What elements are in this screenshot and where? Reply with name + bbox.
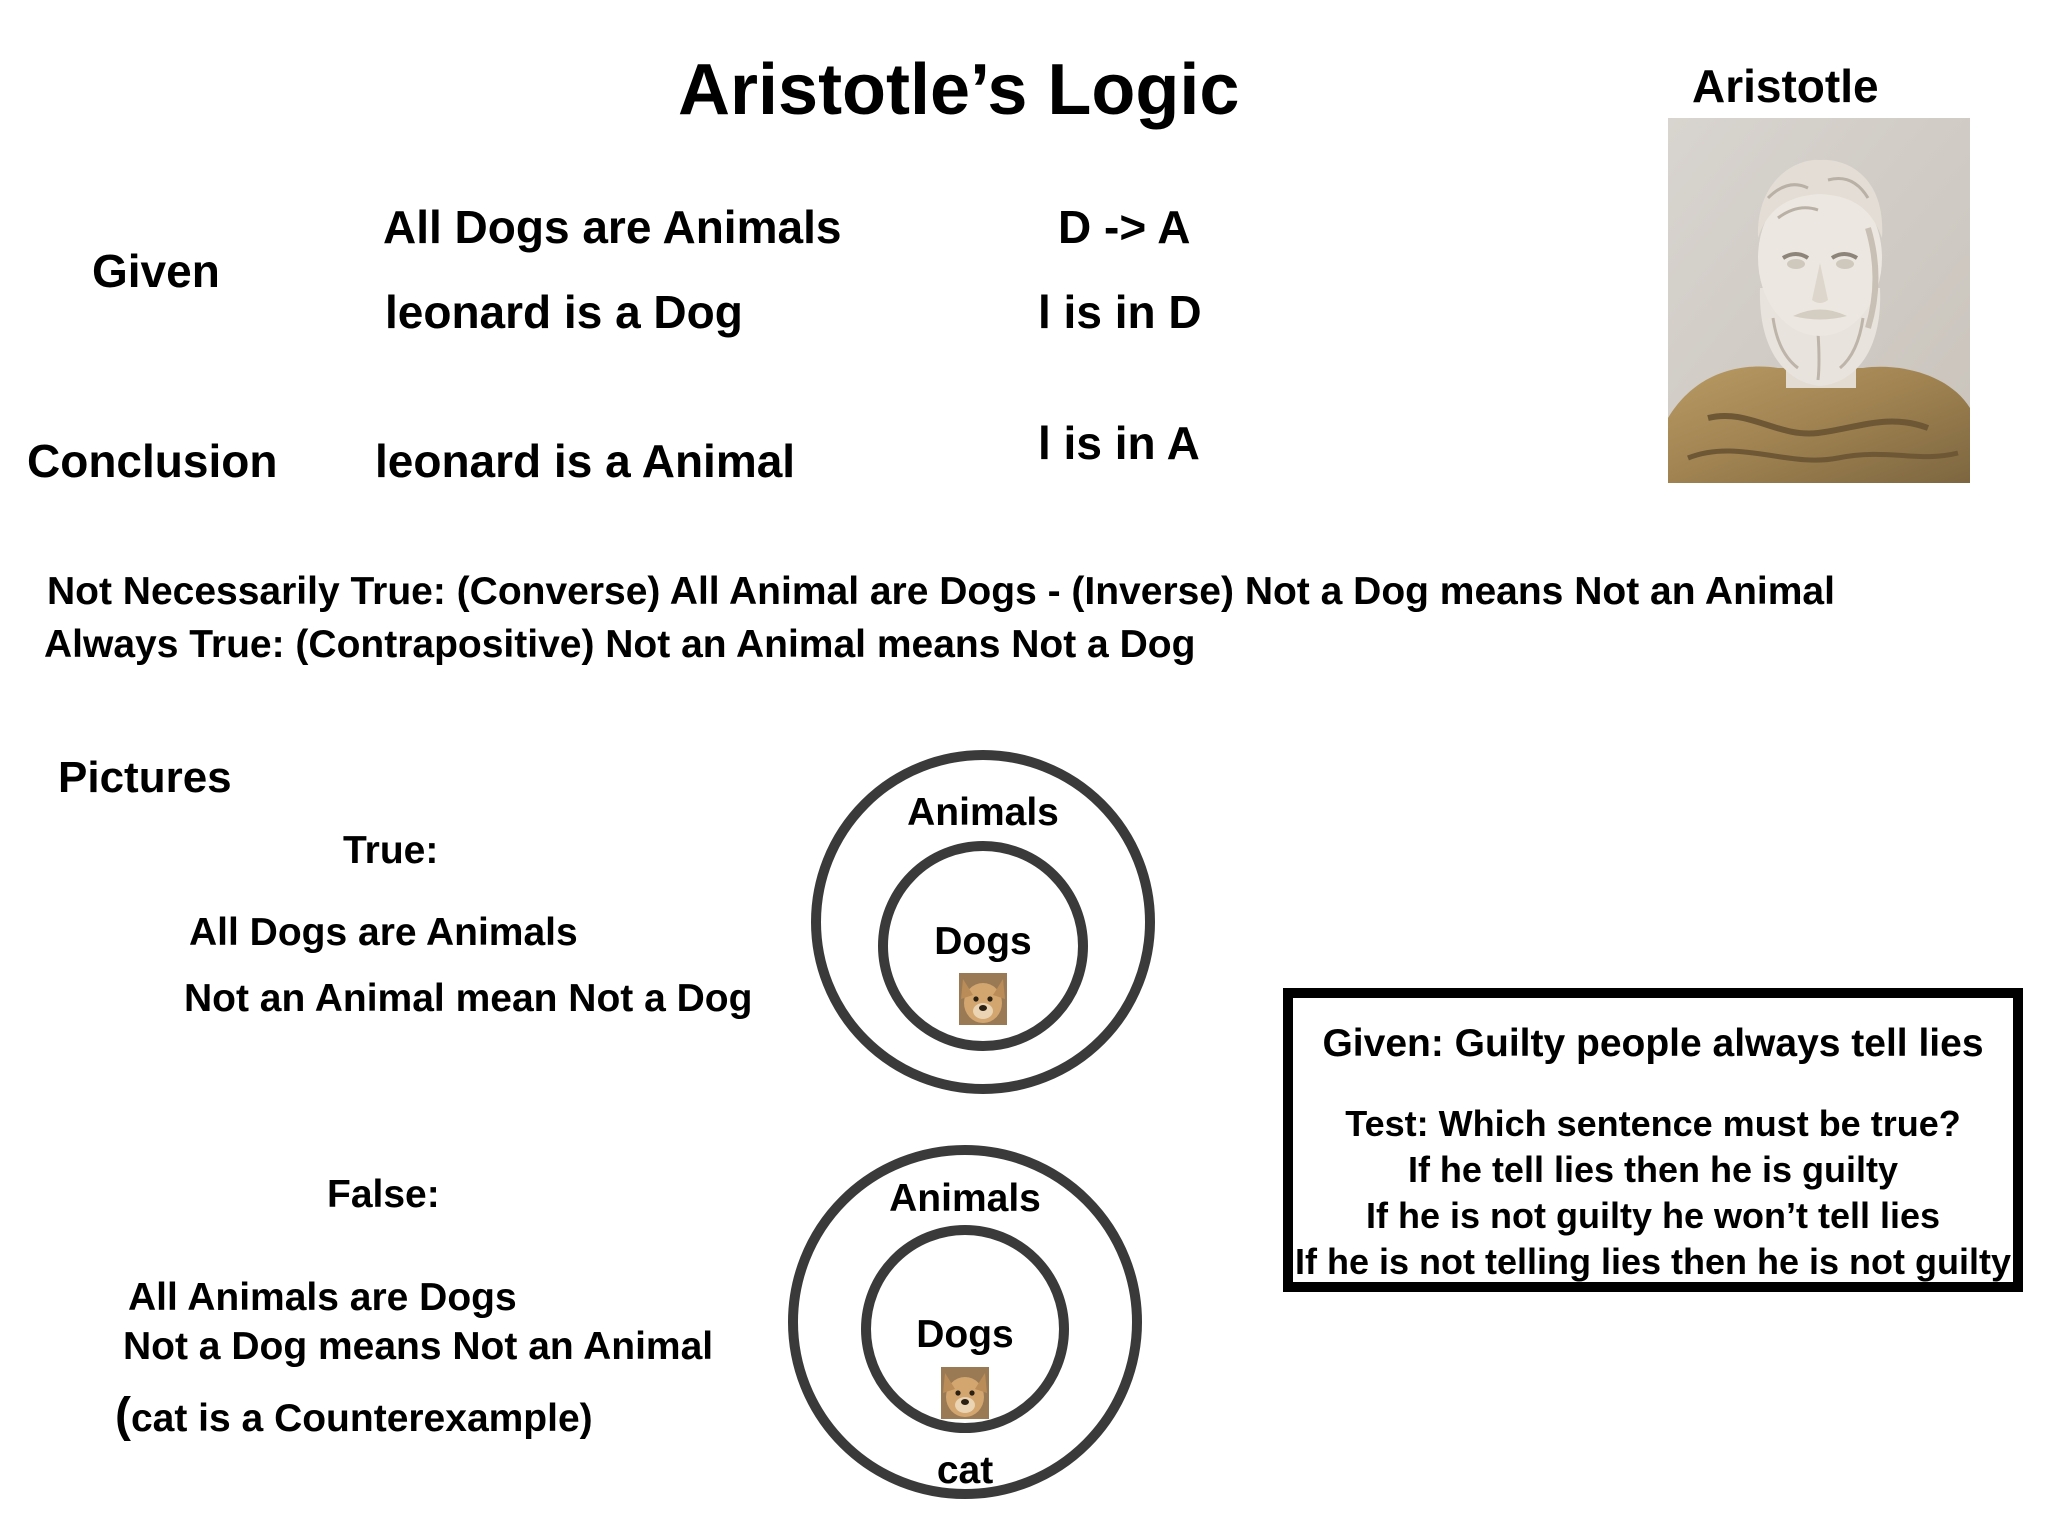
conclusion-symbol: l is in A <box>1038 417 1200 469</box>
given-label: Given <box>92 245 220 297</box>
true-case-label: True: <box>343 829 439 872</box>
dog-icon <box>941 1367 989 1419</box>
note-not-necessarily-true: Not Necessarily True: (Converse) All Animal are Dogs - (Inverse) Not a Dog means Not an Animal <box>47 570 1835 613</box>
true-case-line-2: Not an Animal mean Not a Dog <box>184 977 753 1020</box>
test-given: Given: Guilty people always tell lies <box>1322 1022 1984 1065</box>
false-case-label: False: <box>327 1173 440 1216</box>
test-option-2: If he is not guilty he won’t tell lies <box>1365 1195 1941 1236</box>
dog-icon <box>959 973 1007 1025</box>
true-case-line-1: All Dogs are Animals <box>189 911 578 954</box>
true-outer-label: Animals <box>907 791 1059 834</box>
given-premise-2: leonard is a Dog <box>385 286 743 338</box>
given-symbol-2: l is in D <box>1038 286 1202 338</box>
conclusion-label: Conclusion <box>27 435 278 487</box>
note-always-true: Always True: (Contrapositive) Not an Animal means Not a Dog <box>44 623 1196 666</box>
portrait-label: Aristotle <box>1692 60 1879 112</box>
given-premise-1: All Dogs are Animals <box>383 201 842 253</box>
test-question: Test: Which sentence must be true? <box>1345 1103 1961 1144</box>
conclusion-statement: leonard is a Animal <box>375 435 796 487</box>
pictures-heading: Pictures <box>58 753 232 802</box>
false-extra-label: cat <box>936 1449 994 1492</box>
false-case-line-2: Not a Dog means Not an Animal <box>123 1325 714 1368</box>
test-option-1: If he tell lies then he is guilty <box>1407 1149 1899 1190</box>
test-box <box>1283 988 2023 1292</box>
given-symbol-1: D -> A <box>1058 201 1191 253</box>
true-inner-label: Dogs <box>934 920 1032 963</box>
false-outer-label: Animals <box>889 1177 1041 1220</box>
false-case-line-1: All Animals are Dogs <box>128 1276 517 1319</box>
false-inner-label: Dogs <box>916 1313 1014 1356</box>
page-title: Aristotle’s Logic <box>678 50 1240 130</box>
counterexample-text: cat is a Counterexample) <box>130 1397 593 1440</box>
test-option-3: If he is not telling lies then he is not guilty <box>1294 1241 2012 1282</box>
counterexample-paren: ( <box>115 1389 131 1442</box>
